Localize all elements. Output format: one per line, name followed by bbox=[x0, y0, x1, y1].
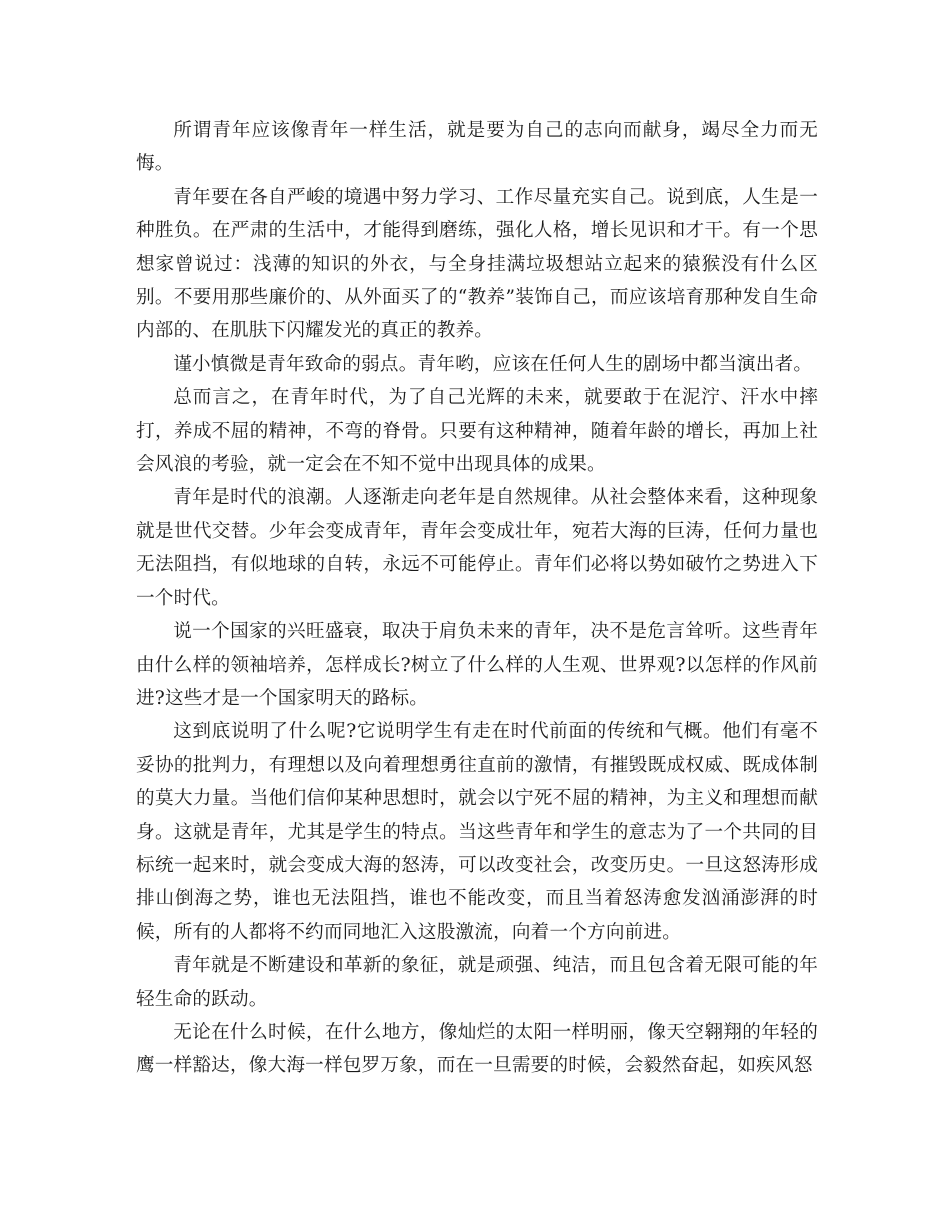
paragraph-8: 青年就是不断建设和革新的象征，就是顽强、纯洁，而且包含着无限可能的年轻生命的跃动。 bbox=[136, 955, 818, 1010]
paragraph-1: 所谓青年应该像青年一样生活，就是要为自己的志向而献身，竭尽全力而无悔。 bbox=[136, 120, 818, 175]
paragraph-4: 总而言之，在青年时代，为了自己光辉的未来，就要敢于在泥泞、汗水中摔打，养成不屈的精神，不弯的脊骨。只要有这种精神，随着年龄的增长，再加上社会风浪的考验，就一定会在不知不觉中出现具体的成果。 bbox=[136, 387, 818, 476]
paragraph-6: 说一个国家的兴旺盛衰，取决于肩负未来的青年，决不是危言耸听。这些青年由什么样的领袖培养，怎样成长?树立了什么样的人生观、世界观?以怎样的作风前进?这些才是一个国家明天的路标。 bbox=[136, 621, 818, 709]
document-body bbox=[136, 114, 818, 1083]
paragraph-2: 青年要在各自严峻的境遇中努力学习、工作尽量充实自己。说到底，人生是一种胜负。在严肃的生活中，才能得到磨练，强化人格，增长见识和才干。有一个思想家曾说过：浅薄的知识的外衣，与全身挂满垃圾想站立起来的猿猴没有什么区别。不要用那些廉价的、从外面买了的“教养”装饰自己，而应该培育那种发自生命内部的、在肌肤下闪耀发光的真正的教养。 bbox=[136, 186, 818, 342]
paragraph-3: 谨小慎微是青年致命的弱点。青年哟，应该在任何人生的剧场中都当演出者。 bbox=[173, 353, 813, 375]
paragraph-9: 无论在什么时候，在什么地方，像灿烂的太阳一样明丽，像天空翱翔的年轻的鹰一样豁达，像大海一样包罗万象，而在一旦需要的时候，会毅然奋起，如疾风怒 bbox=[136, 1021, 818, 1077]
paragraph-7: 这到底说明了什么呢?它说明学生有走在时代前面的传统和气概。他们有毫不妥协的批判力，有理想以及向着理想勇往直前的激情，有摧毁既成权威、既成体制的莫大力量。当他们信仰某种思想时，就会以宁死不屈的精神，为主义和理想而献身。这就是青年，尤其是学生的特点。当这些青年和学生的意志为了一个共同的目标统一起来时，就会变成大海的怒涛，可以改变社会，改变历史。一旦这怒涛形成排山倒海之势，谁也无法阻挡，谁也不能改变，而且当着怒涛愈发汹涌澎湃的时候，所有的人都将不约而同地汇入这股激流，向着一个方向前进。 bbox=[136, 721, 818, 943]
paragraph-5: 青年是时代的浪潮。人逐渐走向老年是自然规律。从社会整体来看，这种现象就是世代交替。少年会变成青年，青年会变成壮年，宛若大海的巨涛，任何力量也无法阻挡，有似地球的自转，永远不可能停止。青年们必将以势如破竹之势进入下一个时代。 bbox=[136, 487, 818, 609]
